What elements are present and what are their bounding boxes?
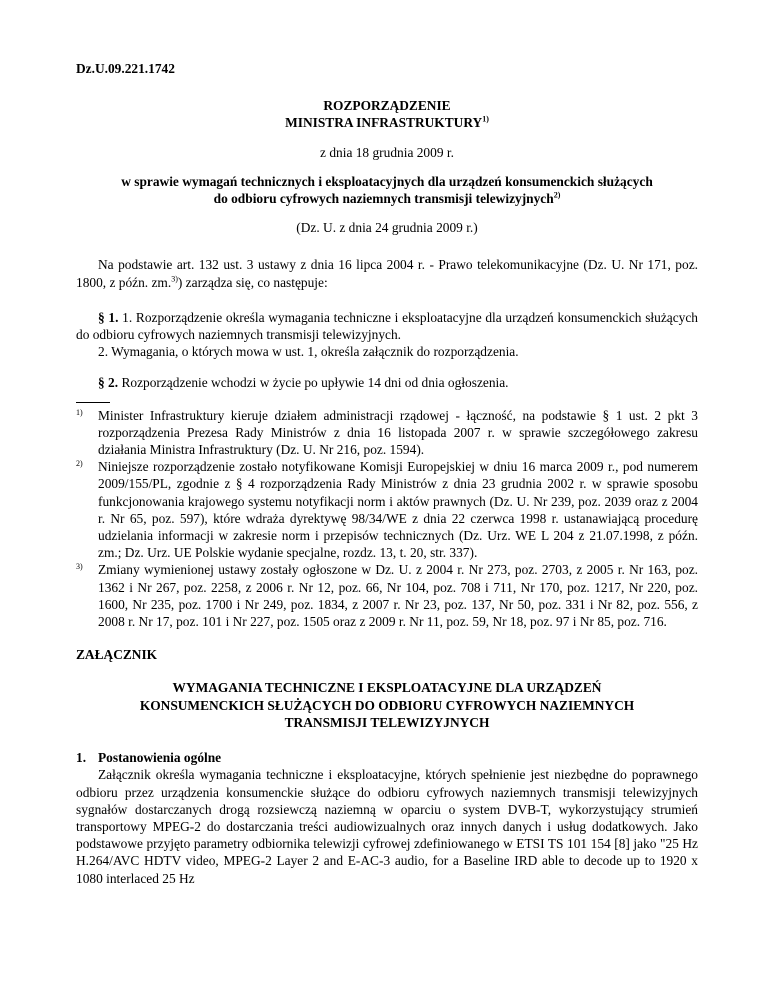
publication-info: (Dz. U. z dnia 24 grudnia 2009 r.): [296, 220, 478, 236]
footnote-number: 1): [76, 407, 83, 417]
annex-title: [76, 679, 698, 731]
annex-title-line-2: KONSUMENCKICH SŁUŻĄCYCH DO ODBIORU CYFROWYCH NAZIEMNYCH: [139, 697, 635, 713]
paragraph-1-text: 1. Rozporządzenie określa wymagania techniczne i eksploatacyjne dla urządzeń konsumenckich służących do odbioru cyfrowych naziemnych transmisji telewizyjnych.: [76, 309, 698, 343]
paragraph-1: [76, 309, 698, 361]
paragraph-1-mark: § 1.: [98, 309, 119, 325]
section-1-heading: [76, 749, 698, 766]
document-page: [76, 60, 698, 887]
document-reference: Dz.U.09.221.1742: [76, 61, 175, 76]
footnote-ref-3: 3): [171, 274, 178, 284]
footnote-ref-2: 2): [553, 190, 561, 200]
subject-line-2: [76, 190, 698, 207]
regulation-subject: [76, 173, 698, 207]
paragraph-2: [76, 374, 698, 391]
annex-heading: ZAŁĄCZNIK: [76, 647, 158, 663]
footnote-number: 2): [76, 459, 83, 469]
footnote-text: Zmiany wymienionej ustawy zostały ogłoszone w Dz. U. z 2004 r. Nr 273, poz. 2703, z 2005 r. Nr 163, poz. 1362 i Nr 267, poz. 2258, z 2006 r. Nr 12, poz. 66, Nr 104, poz. 708 i 711, Nr 170, poz. 1217, Nr 220, poz. 1600, Nr 235, poz. 1700 i Nr 249, poz. 1834, z 2007 r. Nr 23, poz. 137, Nr 50, poz. 331 i Nr 82, poz. 556, z 2008 r. Nr 17, poz. 101 i Nr 227, poz. 1505 oraz z 2009 r. Nr 11, poz. 59, Nr 18, poz. 97 i Nr 85, poz. 716.: [98, 562, 698, 630]
footnote-number: 3): [76, 562, 83, 572]
section-1-text: Załącznik określa wymagania techniczne i eksploatacyjne, których spełnienie jest niezbędne do poprawnego odbioru przez urządzenia konsumenckie służące do odbioru cyfrowych naziemnych transmisji telewizyjnych sygnałów dostarczanych drogą rozsiewczą naziemną w oparciu o system DVB-T, wykorzystujący strumień transportowy MPEG-2 do dostarczania treści audiowizualnych oraz innych danych i usług dodatkowych. Jako podstawowe przyjęto parametry odbiornika telewizji cyfrowej zdefiniowanego w ETSI TS 101 154 [8] jako "25 Hz H.264/AVC HDTV video, MPEG-2 Layer 2 and E-AC-3 audio, for a Baseline IRD able to decode up to 1920 x 1080 interlaced 25 Hz: [76, 767, 698, 886]
footnote-text: Minister Infrastruktury kieruje działem administracji rządowej - łączność, na podstawie § 1 ust. 2 pkt 3 rozporządzenia Prezesa Rady Ministrów z dnia 16 listopada 2007 r. w sprawie szczegółowego zakresu działania Ministra Infrastruktury (Dz. U. Nr 216, poz. 1594).: [98, 407, 698, 458]
footnote-item: [76, 561, 698, 630]
title-line-2: [76, 114, 698, 131]
paragraph-2-mark: § 2.: [98, 375, 119, 391]
subject-line-1: w sprawie wymagań technicznych i eksploatacyjnych dla urządzeń konsumenckich służących: [121, 173, 653, 189]
regulation-date: z dnia 18 grudnia 2009 r.: [320, 144, 454, 160]
footnote-text: Niniejsze rozporządzenie zostało notyfikowane Komisji Europejskiej w dniu 16 marca 2009 r., pod numerem 2009/155/PL, zgodnie z § 4 rozporządzenia Rady Ministrów z dnia 23 grudnia 2002 r. w sprawie sposobu funkcjonowania krajowego systemu notyfikacji norm i aktów prawnych (Dz. U. Nr 239, poz. 2039 oraz z 2004 r. Nr 65, poz. 597), które wdraża dyrektywę 98/34/WE z dnia 22 czerwca 1998 r. ustanawiającą procedurę udzielania informacji w zakresie norm i przepisów technicznych (Dz. Urz. WE L 204 z 21.07.1998, z późn. zm.; Dz. Urz. UE Polskie wydanie specjalne, rozdz. 13, t. 20, str. 337).: [98, 459, 698, 561]
footnote-divider: [76, 402, 110, 403]
legal-basis: [76, 256, 698, 290]
footnotes: [76, 407, 698, 631]
legal-basis-text-b: ) zarządza się, co następuje:: [177, 274, 328, 290]
annex-title-line-1: WYMAGANIA TECHNICZNE I EKSPLOATACYJNE DLA URZĄDZEŃ: [172, 680, 602, 696]
footnote-ref-1: 1): [482, 114, 489, 124]
annex-title-line-3: TRANSMISJI TELEWIZYJNYCH: [284, 714, 490, 730]
legal-basis-text-a: Na podstawie art. 132 ust. 3 ustawy z dnia 16 lipca 2004 r. - Prawo telekomunikacyjne (Dz. U. Nr 171, poz. 1800, z późn. zm.: [76, 257, 698, 290]
section-1-title: Postanowienia ogólne: [98, 750, 222, 766]
regulation-title: [76, 97, 698, 131]
paragraph-1-item-1: [76, 309, 698, 343]
title-line-2-text: MINISTRA INFRASTRUKTURY: [285, 115, 483, 131]
subject-line-2-text: do odbioru cyfrowych naziemnych transmisji telewizyjnych: [213, 191, 554, 207]
title-line-1: ROZPORZĄDZENIE: [323, 98, 451, 114]
paragraph-1-item-2: 2. Wymagania, o których mowa w ust. 1, określa załącznik do rozporządzenia.: [98, 344, 519, 360]
paragraph-2-text: Rozporządzenie wchodzi w życie po upływie 14 dni od dnia ogłoszenia.: [118, 375, 509, 391]
footnote-item: [76, 458, 698, 561]
section-1-number: 1.: [76, 750, 87, 766]
footnote-item: [76, 407, 698, 459]
